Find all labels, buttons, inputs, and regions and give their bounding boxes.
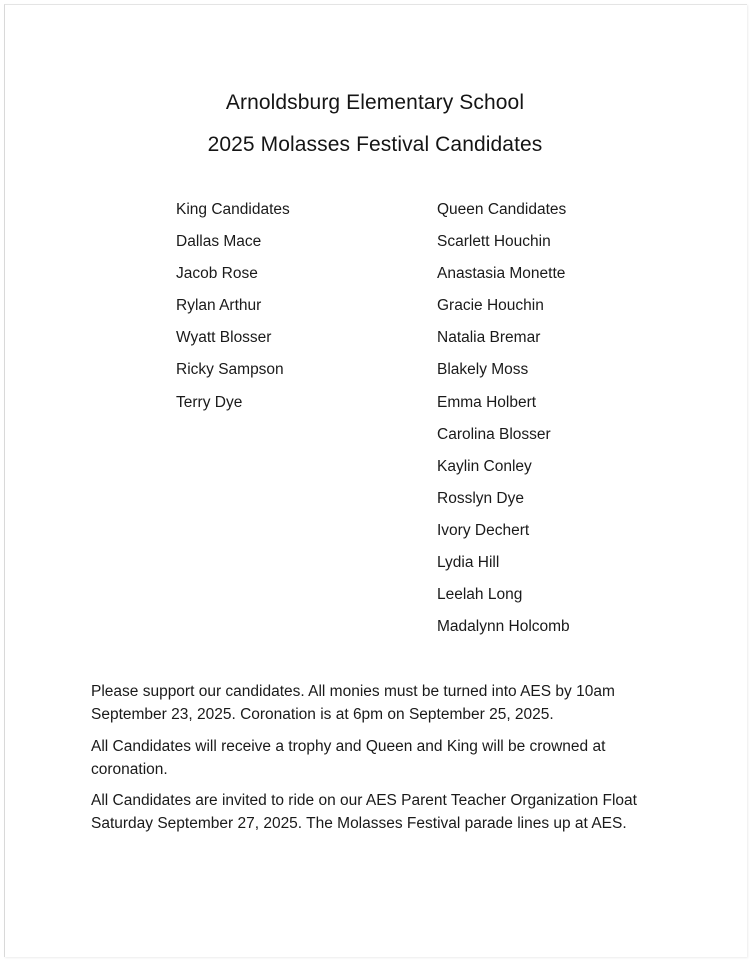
king-candidate: Rylan Arthur <box>176 297 262 315</box>
queen-candidates-list <box>437 199 570 648</box>
king-candidate: Jacob Rose <box>176 265 258 283</box>
king-candidate: Terry Dye <box>176 393 243 411</box>
queen-candidate: Rosslyn Dye <box>437 489 524 507</box>
queen-candidate: Anastasia Monette <box>437 265 566 283</box>
support-paragraph <box>91 680 691 726</box>
trophy-paragraph <box>91 735 691 781</box>
school-title: Arnoldsburg Elementary School <box>225 91 525 114</box>
queen-candidate: Blakely Moss <box>437 361 529 379</box>
king-candidate: Wyatt Blosser <box>176 329 272 347</box>
trophy-line-1: All Candidates will receive a trophy and Queen and King will be crowned at <box>91 738 606 755</box>
support-line-1: Please support our candidates. All monies must be turned into AES by 10am <box>91 683 615 700</box>
queen-candidate: Natalia Bremar <box>437 329 541 347</box>
queen-candidate: Carolina Blosser <box>437 425 551 443</box>
king-candidate: Dallas Mace <box>176 233 262 251</box>
trophy-line-2: coronation. <box>91 761 168 778</box>
queen-candidate: Gracie Houchin <box>437 297 544 315</box>
king-candidate: Ricky Sampson <box>176 361 284 379</box>
queen-candidate: Scarlett Houchin <box>437 233 551 251</box>
queen-candidate: Leelah Long <box>437 586 523 604</box>
event-title: 2025 Molasses Festival Candidates <box>207 133 543 156</box>
support-line-2: September 23, 2025. Coronation is at 6pm on September 25, 2025. <box>91 706 554 723</box>
queen-candidate: Kaylin Conley <box>437 457 532 475</box>
float-paragraph <box>91 789 691 835</box>
queen-candidate: Lydia Hill <box>437 554 500 572</box>
queen-candidates-heading: Queen Candidates <box>437 201 567 218</box>
queen-candidate: Madalynn Holcomb <box>437 618 570 636</box>
queen-candidate: Ivory Dechert <box>437 521 530 539</box>
float-line-2: Saturday September 27, 2025. The Molasses Festival parade lines up at AES. <box>91 815 627 832</box>
king-candidates-list <box>176 199 290 424</box>
king-candidates-heading: King Candidates <box>176 201 290 218</box>
float-line-1: All Candidates are invited to ride on our AES Parent Teacher Organization Float <box>91 792 637 809</box>
queen-candidate: Emma Holbert <box>437 393 537 411</box>
